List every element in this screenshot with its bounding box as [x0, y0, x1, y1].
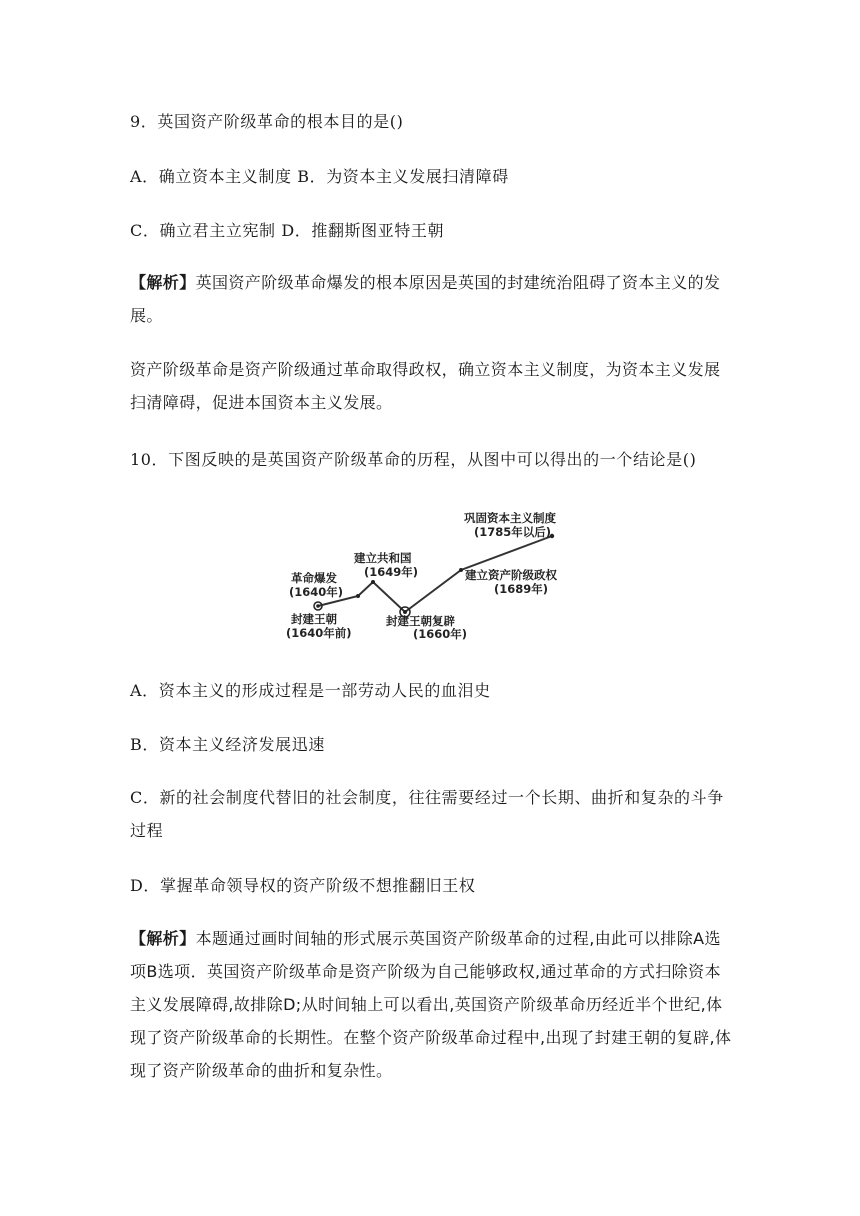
timeline-diagram [276, 495, 606, 650]
node-title-outbreak: 革命爆发 [291, 571, 337, 585]
question-9-analysis-2: 资产阶级革命是资产阶级通过革命取得政权，确立资本主义制度，为资本主义发展扫清障碍，促进本国资本主义发展。 [130, 360, 721, 412]
timeline-node [356, 594, 360, 598]
question-10-analysis [130, 922, 732, 1087]
analysis-text: 英国资产阶级革命爆发的根本原因是英国的封建统治阻碍了资本主义的发展。 [130, 273, 721, 325]
node-date-outbreak: (1640年) [289, 585, 344, 599]
analysis-tag: 【解析】 [130, 929, 196, 948]
question-9-options-cd: C．确立君主立宪制 D．推翻斯图亚特王朝 [130, 221, 445, 240]
question-10-option-c: C．新的社会制度代替旧的社会制度，往往需要经过一个长期、曲折和复杂的斗争过程 [130, 788, 724, 840]
analysis-tag: 【解析】 [130, 273, 196, 292]
node-date-feudal: (1640年前) [286, 626, 352, 640]
node-title-feudal: 封建王朝 [291, 612, 337, 626]
question-10-option-d: D．掌握革命领导权的资产阶级不想推翻旧王权 [130, 876, 476, 895]
node-title-republic: 建立共和国 [354, 551, 412, 565]
timeline-node [459, 568, 463, 572]
node-title-restoration: 封建王朝复辟 [386, 614, 455, 628]
node-title-bourgeois: 建立资产阶级政权 [465, 568, 557, 582]
timeline-node [371, 580, 375, 584]
analysis-text: 本题通过画时间轴的形式展示英国资产阶级革命的过程,由此可以排除A选项B选项．英国资产阶级革命是资产阶级为自己能够政权,通过革命的方式扫除资本主义发展障碍,故排除D;从时间轴上可以看出,英国资产阶级革命历经近半个世纪,体现了资产阶级革命的长期性。在整个资产阶级革命过程中,出现了封建王朝的复辟,体现了资产阶级革命的曲折和复杂性。 [130, 929, 732, 1080]
node-date-consolidate: (1785年以后) [474, 525, 552, 539]
question-10-stem: 10．下图反映的是英国资产阶级革命的历程，从图中可以得出的一个结论是() [130, 450, 697, 469]
question-10-option-b: B．资本主义经济发展迅速 [130, 735, 325, 754]
node-date-restoration: (1660年) [413, 627, 468, 641]
node-date-republic: (1649年) [364, 565, 419, 579]
node-date-bourgeois: (1689年) [494, 582, 549, 596]
question-9-options-ab: A．确立资本主义制度 B．为资本主义发展扫清障碍 [130, 167, 509, 186]
question-9-analysis [130, 266, 732, 332]
question-9-stem: 9．英国资产阶级革命的根本目的是() [130, 112, 404, 131]
revolution-timeline-figure [276, 495, 606, 650]
node-title-consolidate: 巩固资本主义制度 [464, 511, 556, 525]
question-10-option-a: A．资本主义的形成过程是一部劳动人民的血泪史 [130, 681, 491, 700]
